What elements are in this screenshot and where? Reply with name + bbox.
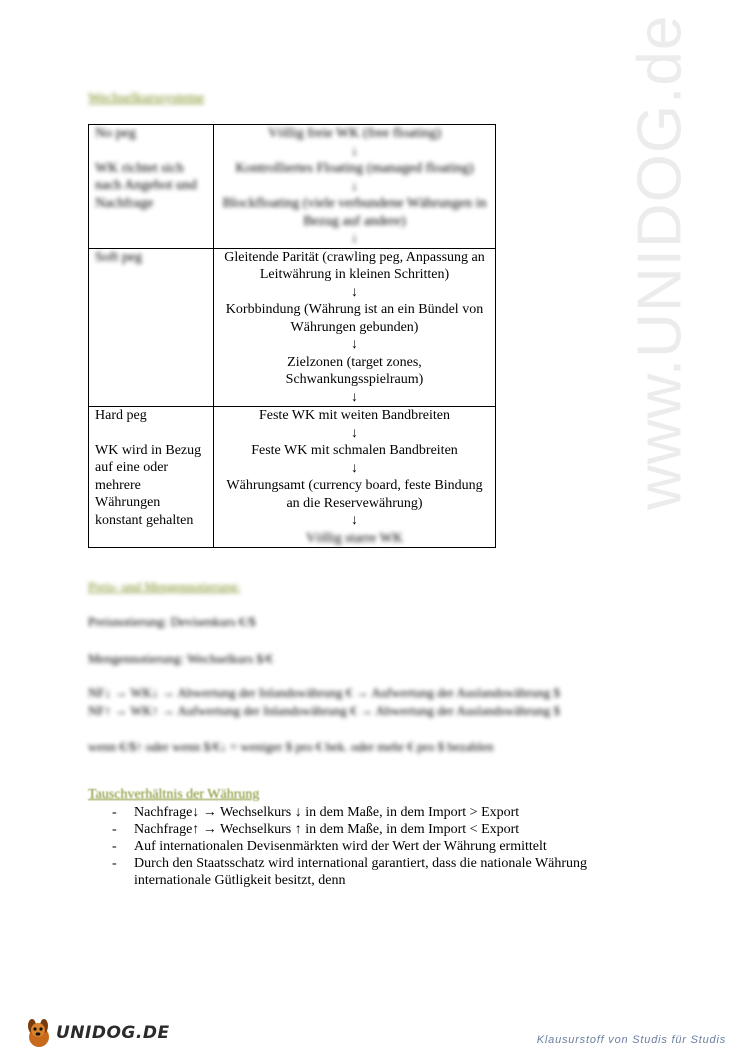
table-row-hard-peg xyxy=(89,407,496,548)
list-item-text: Auf internationalen Devisenmärkten wird der Wert der Währung ermittelt xyxy=(134,839,547,854)
row-title: Hard peg xyxy=(95,408,147,423)
row-label-hard-peg xyxy=(89,407,214,548)
down-arrow-icon: ↓ xyxy=(351,425,358,441)
section-title-wechselkurssysteme: Wechselkurssysteme xyxy=(88,91,205,106)
list-item xyxy=(112,855,652,889)
table-cell-text: Feste WK mit schmalen Bandbreiten xyxy=(251,443,458,458)
bullet-marker: - xyxy=(112,856,117,871)
list-item-text: Nachfrage↓ → Wechselkurs ↓ in dem Maße, in dem Import > Export xyxy=(134,805,520,820)
down-arrow-icon: ↓ xyxy=(351,389,358,405)
row-label-no-peg xyxy=(89,125,214,249)
list-item-text: Nachfrage↑ → Wechselkurs ↑ in dem Maße, in dem Import < Export xyxy=(134,822,520,837)
footer-tagline: Klausurstoff von Studis für Studis xyxy=(536,1034,726,1046)
table-cell-text: Völlig freie WK (free floating) xyxy=(267,126,442,141)
table-cell-text: Feste WK mit weiten Bandbreiten xyxy=(258,408,451,423)
row-content-hard-peg xyxy=(214,407,496,548)
row-label-soft-peg xyxy=(89,248,214,407)
row-title: Soft peg xyxy=(95,249,143,265)
down-arrow-icon: ↓ xyxy=(351,143,358,159)
list-item xyxy=(112,838,652,855)
down-arrow-icon: ↓ xyxy=(351,231,358,246)
list-item-text: Durch den Staatsschatz wird international garantiert, dass die nationale Währung internationale Gütligkeit besitzt, denn xyxy=(134,856,588,888)
table-cell-text: Blockfloating (viele verbundene Währungen in Bezug auf andere) xyxy=(222,196,487,229)
section-title-notierung: Preis- und Mengennotierung: xyxy=(88,579,241,594)
formula-line-abwertung: NF↓ → WK↓ → Abwertung der Inlandswährung € → Aufwertung der Auslandswährung $ xyxy=(88,685,561,700)
table-cell-text: Gleitende Parität (crawling peg, Anpassung an Leitwährung in kleinen Schritten) xyxy=(224,249,485,282)
formula-line-aufwertung: NF↑ → WK↑ → Aufwertung der Inlandswährung € → Abwertung der Auslandswährung $ xyxy=(88,703,561,718)
dog-icon xyxy=(24,1017,54,1049)
row-content-no-peg xyxy=(214,125,496,249)
bullet-marker: - xyxy=(112,805,117,820)
table-row-soft-peg xyxy=(89,248,496,407)
down-arrow-icon: ↓ xyxy=(351,178,358,194)
wechselkurs-table xyxy=(88,124,496,548)
watermark-text: www.UNIDOG.de xyxy=(625,14,695,510)
bullet-marker: - xyxy=(112,822,117,837)
down-arrow-icon: ↓ xyxy=(351,337,358,352)
section-title-tauschverhaeltnis: Tauschverhältnis der Währung xyxy=(88,787,260,802)
paragraph-wenn: wenn €/$↑ oder wenn $/€↓ = weniger $ pro € bek. oder mehr € pro $ bezahlen xyxy=(88,739,494,754)
down-arrow-icon: ↓ xyxy=(351,284,358,300)
list-item xyxy=(112,821,652,838)
table-row-no-peg xyxy=(89,125,496,249)
unidog-logo[interactable] xyxy=(24,1016,170,1050)
row-content-soft-peg xyxy=(214,248,496,407)
table-cell-text: Korbbindung (Währung ist an ein Bündel von Währungen gebunden) xyxy=(225,302,484,335)
list-item xyxy=(112,804,652,821)
paragraph-preisnotierung: Preisnotierung: Devisenkurs €/$ xyxy=(88,614,256,629)
down-arrow-icon: ↓ xyxy=(351,460,358,476)
row-title: No peg xyxy=(95,126,136,141)
row-description: WK richtet sich nach Angebot und Nachfrage xyxy=(95,160,197,211)
table-cell-text: Völlig starre WK xyxy=(306,530,403,546)
row-description: WK wird in Bezug auf eine oder mehrere Währungen konstant gehalten xyxy=(95,442,202,528)
bullet-list xyxy=(112,804,652,889)
bullet-marker: - xyxy=(112,839,117,854)
table-cell-text: Kontrolliertes Floating (managed floating) xyxy=(235,161,474,176)
table-cell-text: Zielzonen (target zones, Schwankungsspielraum) xyxy=(285,354,424,387)
paragraph-mengennotierung: Mengennotierung: Wechselkurs $/€ xyxy=(88,651,274,666)
logo-text: UNIDOG.DE xyxy=(56,1022,170,1043)
table-cell-text: Währungsamt (currency board, feste Bindung an die Reservewährung) xyxy=(226,478,483,511)
down-arrow-icon: ↓ xyxy=(351,513,358,528)
